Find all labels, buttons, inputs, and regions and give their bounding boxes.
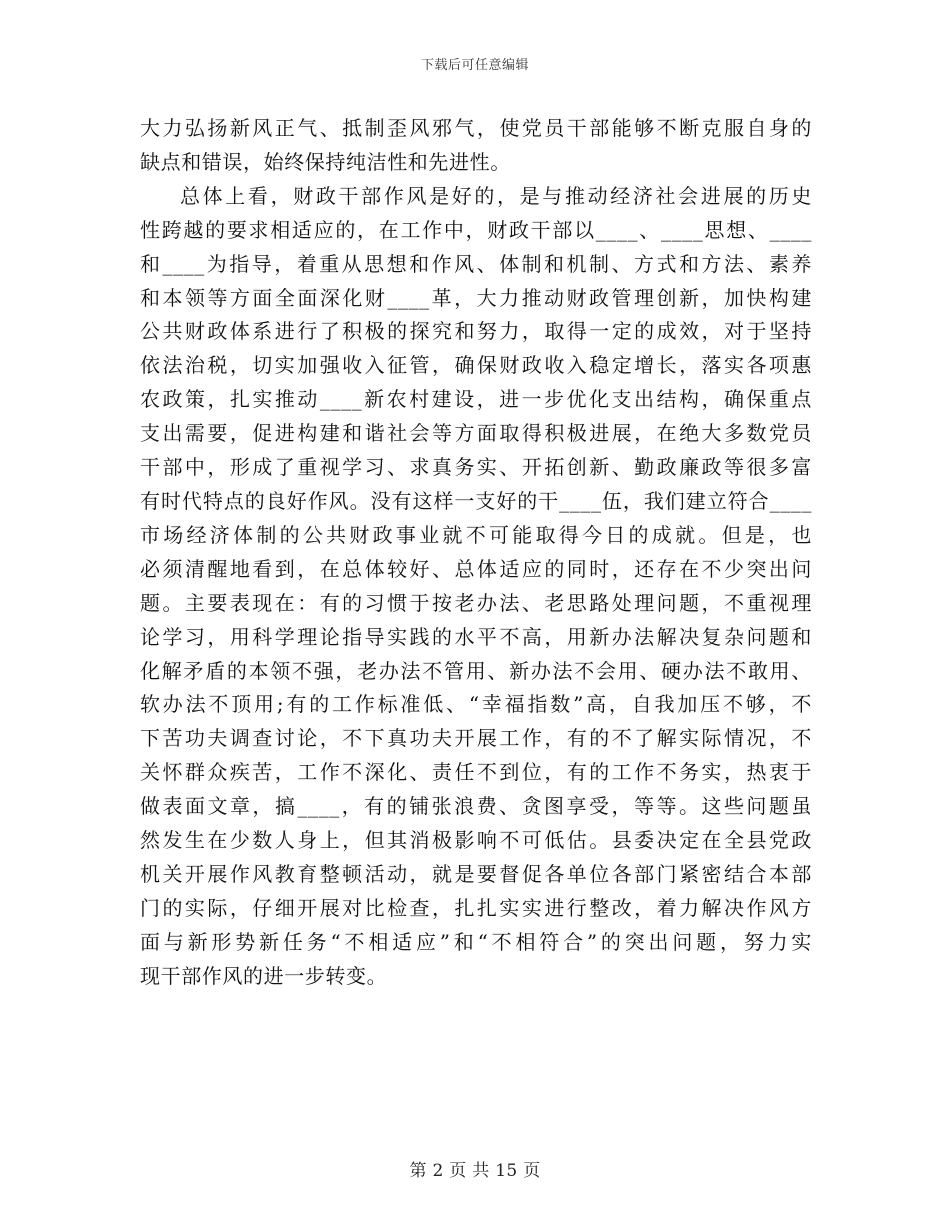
page-header: 下载后可任意编辑 xyxy=(420,58,529,73)
text-line: 面与新形势新任务“不相适应”和“不相符合”的突出问题，努力实 xyxy=(140,929,812,954)
page-footer: 第 2 页 共 15 页 xyxy=(409,1161,541,1181)
text-line: 大力弘扬新风正气、抵制歪风邪气，使党员干部能够不断克服自身的 xyxy=(140,116,812,140)
text-line: 和本领等方面全面深化财____革，大力推动财政管理创新，加快构建 xyxy=(140,285,812,310)
text-line: 必须清醒地看到，在总体较好、总体适应的同时，还存在不少突出问 xyxy=(140,556,812,581)
text-line: 做表面文章，搞____，有的铺张浪费、贪图享受，等等。这些问题虽 xyxy=(140,794,812,819)
text-line: 有时代特点的良好作风。没有这样一支好的干____伍，我们建立符合____ xyxy=(140,488,812,513)
text-line: 下苦功夫调查讨论，不下真功夫开展工作，有的不了解实际情况，不 xyxy=(140,726,812,751)
text-line: 农政策，扎实推动____新农村建设，进一步优化支出结构，确保重点 xyxy=(140,387,812,412)
text-line: 论学习，用科学理论指导实践的水平不高，用新办法解决复杂问题和 xyxy=(140,624,812,649)
text-line: 干部中，形成了重视学习、求真务实、开拓创新、勤政廉政等很多富 xyxy=(140,455,812,480)
text-line: 支出需要，促进构建和谐社会等方面取得积极进展，在绝大多数党员 xyxy=(140,421,812,446)
text-line: 依法治税，切实加强收入征管，确保财政收入稳定增长，落实各项惠 xyxy=(140,353,812,378)
document-body xyxy=(140,112,812,994)
text-line: 门的实际，仔细开展对比检查，扎扎实实进行整改，着力解决作风方 xyxy=(140,895,812,920)
text-line: 然发生在少数人身上，但其消极影响不可低估。县委决定在全县党政 xyxy=(140,828,812,853)
paragraph-1 xyxy=(140,112,812,180)
text-line: 化解矛盾的本领不强，老办法不管用、新办法不会用、硬办法不敢用、 xyxy=(140,658,812,683)
text-line: 现干部作风的进一步转变。 xyxy=(140,963,388,988)
text-line: 和____为指导，着重从思想和作风、体制和机制、方式和方法、素养 xyxy=(140,251,812,276)
paragraph-2 xyxy=(140,180,812,994)
text-line: 缺点和错误，始终保持纯洁性和先进性。 xyxy=(140,149,511,174)
text-line: 性跨越的要求相适应的，在工作中，财政干部以____、____思想、____ xyxy=(140,217,812,242)
text-line: 总体上看，财政干部作风是好的，是与推动经济社会进展的历史 xyxy=(180,183,812,208)
text-line: 题。主要表现在：有的习惯于按老办法、老思路处理问题，不重视理 xyxy=(140,590,812,615)
text-line: 市场经济体制的公共财政事业就不可能取得今日的成就。但是，也 xyxy=(140,522,812,547)
text-line: 公共财政体系进行了积极的探究和努力，取得一定的成效，对于坚持 xyxy=(140,319,812,344)
text-line: 关怀群众疾苦，工作不深化、责任不到位，有的工作不务实，热衷于 xyxy=(140,760,812,785)
text-line: 机关开展作风教育整顿活动，就是要督促各单位各部门紧密结合本部 xyxy=(140,861,812,886)
text-line: 软办法不顶用;有的工作标准低、“幸福指数”高，自我加压不够，不 xyxy=(140,692,812,717)
